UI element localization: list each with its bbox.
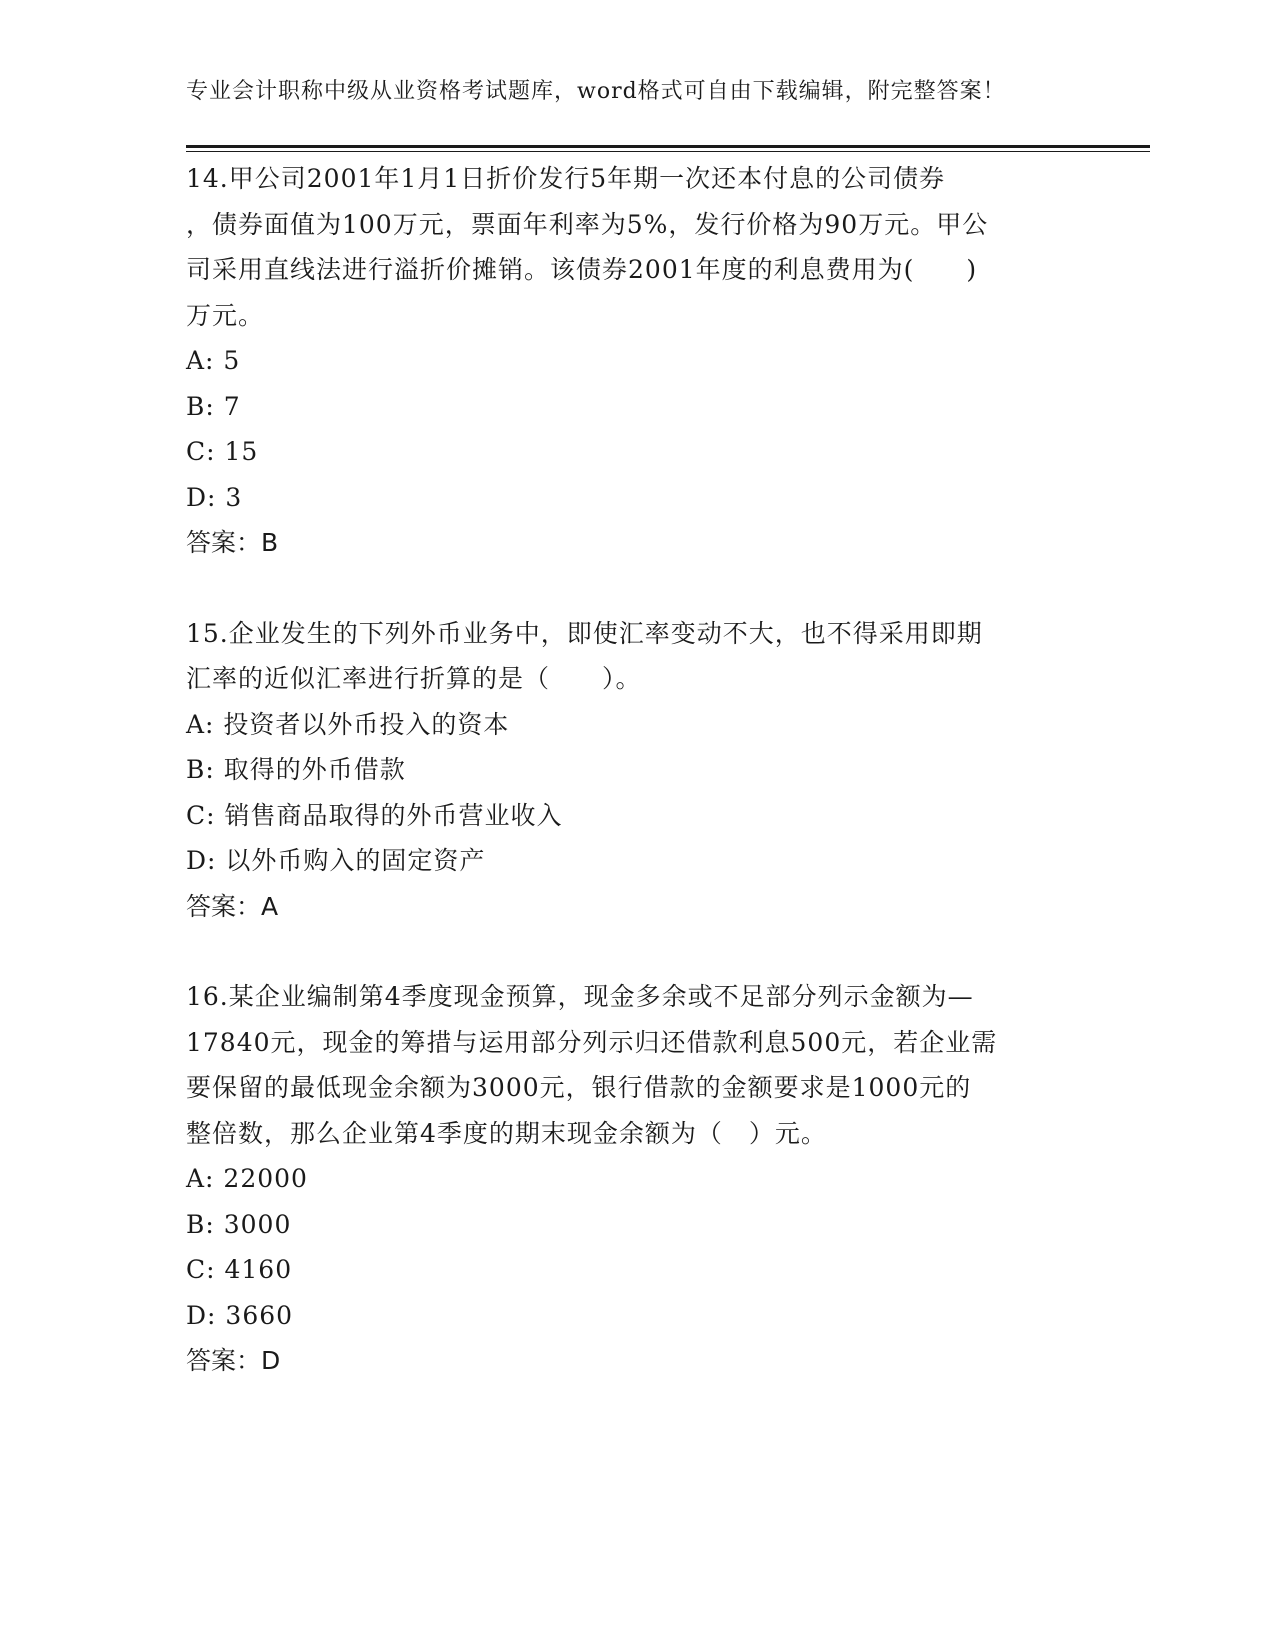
- option-b: B: 取得的外币借款: [186, 755, 406, 784]
- option-c: C: 15: [186, 437, 259, 466]
- header-rule-thick: [186, 145, 1150, 148]
- option-a: A: 投资者以外币投入的资本: [186, 709, 510, 739]
- option-c: C: 销售商品取得的外币营业收入: [186, 800, 563, 830]
- question-stem-line: 17840元，现金的筹措与运用部分列示归还借款利息500元，若企业需: [186, 1027, 998, 1057]
- question-stem-line: 整倍数，那么企业第4季度的期末现金余额为（ ）元。: [186, 1118, 827, 1148]
- page-header: 专业会计职称中级从业资格考试题库，word格式可自由下载编辑，附完整答案！: [186, 79, 1006, 104]
- question-list: [186, 156, 1086, 1384]
- question-stem-line: 万元。: [186, 300, 265, 330]
- option-a: A: 5: [186, 346, 241, 375]
- spacer: [186, 566, 1086, 611]
- question-stem-line: 司采用直线法进行溢折价摊销。该债券2001年度的利息费用为( ): [186, 255, 978, 284]
- question-stem-line: 16.某企业编制第4季度现金预算，现金多余或不足部分列示金额为—: [186, 982, 974, 1011]
- question-16: [186, 974, 1086, 1384]
- header-rule-thin: [186, 151, 1150, 152]
- answer: 答案：D: [186, 1346, 281, 1375]
- question-stem-line: 要保留的最低现金余额为3000元，银行借款的金额要求是1000元的: [186, 1073, 972, 1102]
- question-stem-line: 汇率的近似汇率进行折算的是（ ）。: [186, 664, 642, 693]
- question-stem-line: 15.企业发生的下列外币业务中，即使汇率变动不大，也不得采用即期: [186, 618, 983, 648]
- option-d: D: 3660: [186, 1300, 294, 1330]
- spacer: [186, 929, 1086, 974]
- question-stem-line: ，债券面值为100万元，票面年利率为5%，发行价格为90万元。甲公: [186, 209, 989, 239]
- question-stem-line: 14.甲公司2001年1月1日折价发行5年期一次还本付息的公司债券: [186, 164, 946, 193]
- answer: 答案：A: [186, 891, 279, 921]
- question-14: [186, 156, 1086, 566]
- option-c: C: 4160: [186, 1255, 293, 1284]
- question-15: [186, 611, 1086, 930]
- option-a: A: 22000: [186, 1164, 308, 1193]
- option-d: D: 以外币购入的固定资产: [186, 846, 486, 875]
- option-d: D: 3: [186, 482, 243, 512]
- answer: 答案：B: [186, 528, 279, 557]
- option-b: B: 7: [186, 391, 241, 421]
- option-b: B: 3000: [186, 1209, 292, 1239]
